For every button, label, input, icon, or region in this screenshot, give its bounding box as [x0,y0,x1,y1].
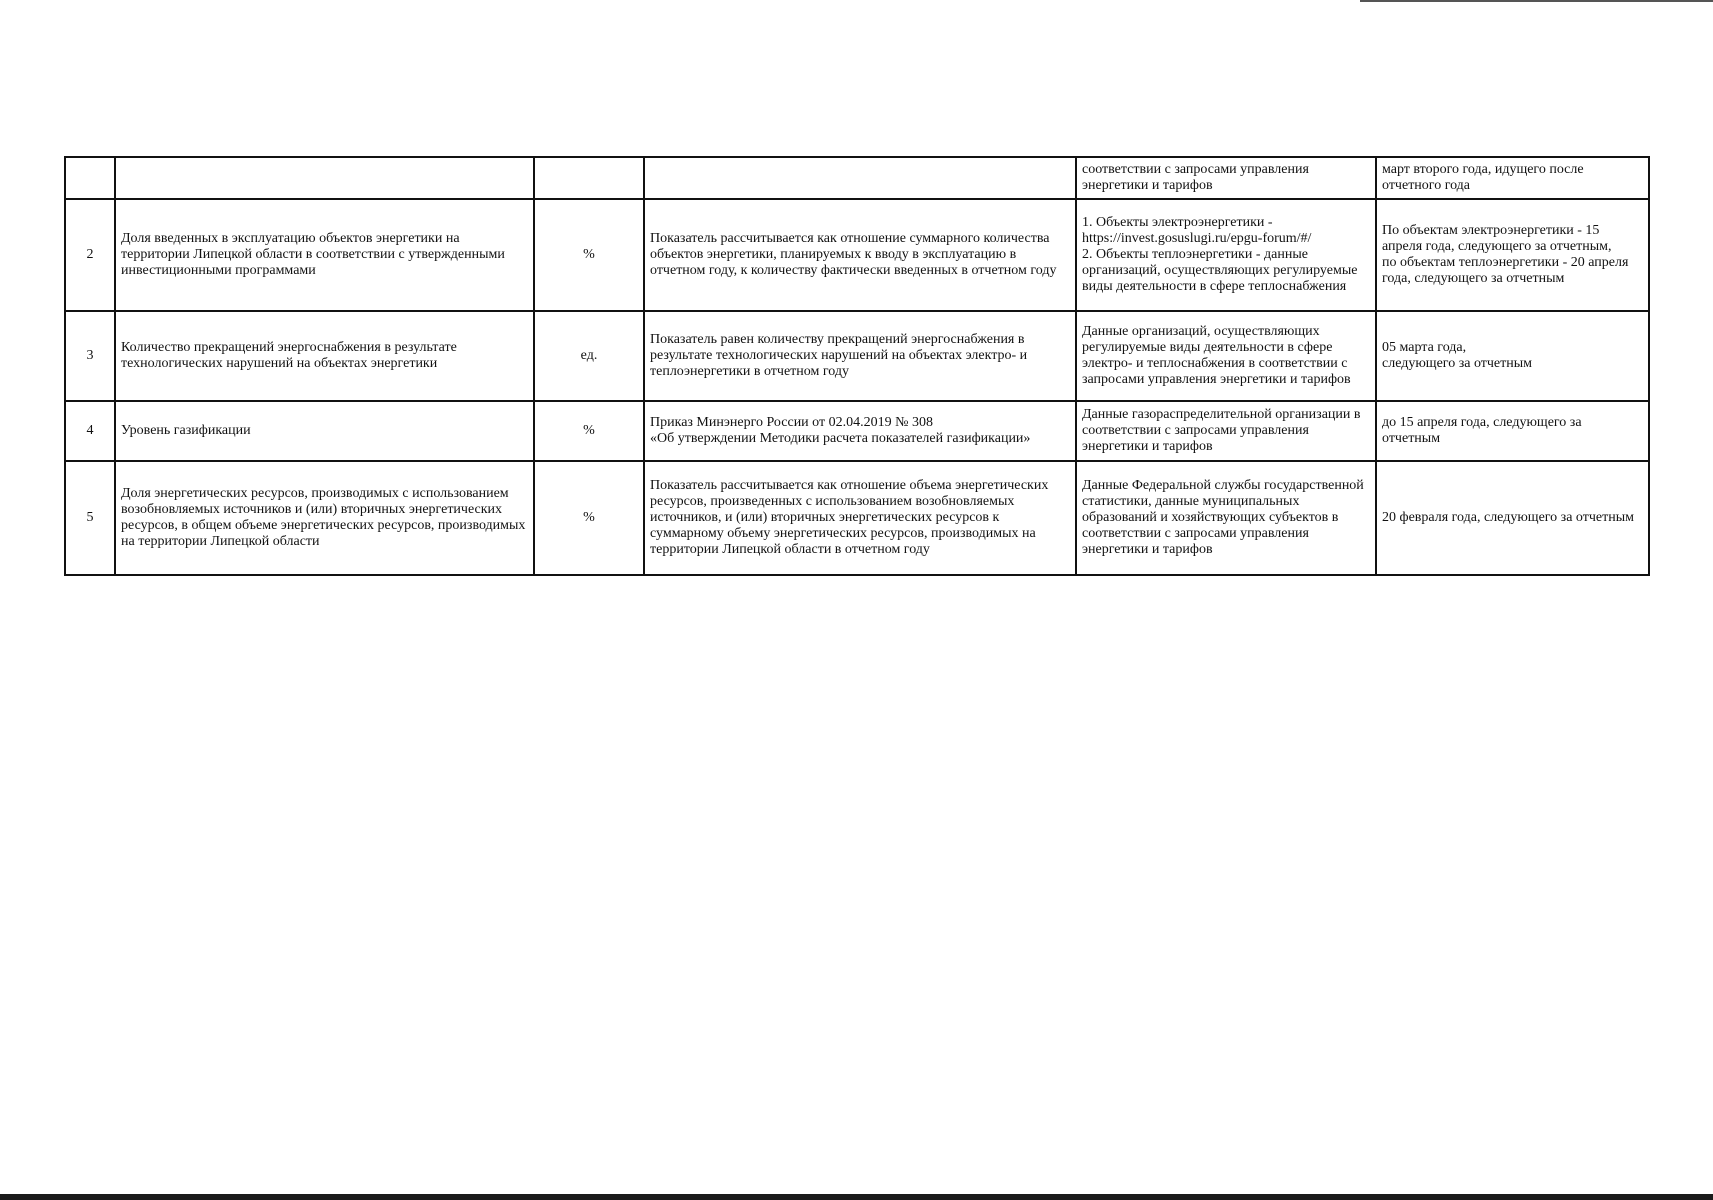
cell-deadline [1376,311,1649,401]
cell-source [1076,199,1376,311]
table-row [65,401,1649,461]
cell-indicator-name: Доля введенных в эксплуатацию объектов энергетики на территории Липецкой области в соответствии с утвержденными инвестиционными программами [115,199,534,311]
cell-deadline: 20 февраля года, следующего за отчетным [1376,461,1649,575]
cell-source: Данные газораспределительной организации в соответствии с запросами управления энергетики и тарифов [1076,401,1376,461]
cell-indicator-name: Доля энергетических ресурсов, производимых с использованием возобновляемых источников и (или) вторичных энергетических ресурсов, в общем объеме энергетических ресурсов, производимых на территории Липецкой области [115,461,534,575]
table-row-continuation [65,157,1649,199]
cell-deadline [1376,199,1649,311]
cell-unit: % [534,401,644,461]
source-line: 2. Объекты теплоэнергетики - данные организаций, осуществляющих регулируемые виды деятельности в сфере теплоснабжения [1082,247,1358,294]
method-line: «Об утверждении Методики расчета показателей газификации» [650,431,1031,446]
table-row [65,199,1649,311]
source-line: 1. Объекты электроэнергетики - https://invest.gosuslugi.ru/epgu-forum/#/ [1082,215,1312,246]
method-line: Приказ Минэнерго России от 02.04.2019 № 308 [650,415,933,430]
cell-number: 5 [65,461,115,575]
cell-source: соответствии с запросами управления энергетики и тарифов [1076,157,1376,199]
cell-unit [534,157,644,199]
table-row [65,311,1649,401]
cell-unit: % [534,461,644,575]
cell-unit: ед. [534,311,644,401]
cell-number: 2 [65,199,115,311]
deadline-line: следующего за отчетным [1382,356,1533,371]
deadline-line: 05 марта года, [1382,340,1467,355]
cell-number: 4 [65,401,115,461]
cell-deadline: до 15 апреля года, следующего за отчетным [1376,401,1649,461]
cell-indicator-name: Количество прекращений энергоснабжения в результате технологических нарушений на объектах энергетики [115,311,534,401]
deadline-line: По объектам электроэнергетики - 15 апреля года, следующего за отчетным, [1382,223,1612,254]
cell-number [65,157,115,199]
cell-method: Показатель рассчитывается как отношение суммарного количества объектов энергетики, планируемых к вводу в эксплуатацию в отчетном году, к количеству фактически введенных в отчетном году [644,199,1076,311]
table-row [65,461,1649,575]
cell-unit: % [534,199,644,311]
deadline-line: по объектам теплоэнергетики - 20 апреля года, следующего за отчетным [1382,255,1629,286]
cell-deadline: март второго года, идущего после отчетного года [1376,157,1649,199]
cell-method: Показатель равен количеству прекращений энергоснабжения в результате технологических нарушений на объектах электро- и теплоэнергетики в отчетном году [644,311,1076,401]
cell-method [644,157,1076,199]
cell-source: Данные Федеральной службы государственной статистики, данные муниципальных образований и хозяйствующих субъектов в соответствии с запросами управления энергетики и тарифов [1076,461,1376,575]
scan-edge-band-bottom [0,1194,1713,1200]
cell-indicator-name: Уровень газификации [115,401,534,461]
cell-number: 3 [65,311,115,401]
cell-source: Данные организаций, осуществляющих регулируемые виды деятельности в сфере электро- и теплоснабжения в соответствии с запросами управления энергетики и тарифов [1076,311,1376,401]
indicators-table [64,156,1650,576]
cell-method [644,401,1076,461]
cell-method: Показатель рассчитывается как отношение объема энергетических ресурсов, произведенных с использованием возобновляемых источников, и (или) вторичных энергетических ресурсов к суммарному объему энергетических ресурсов, производимых на территории Липецкой области в отчетном году [644,461,1076,575]
scan-edge-line-top [1360,0,1713,2]
cell-indicator-name [115,157,534,199]
